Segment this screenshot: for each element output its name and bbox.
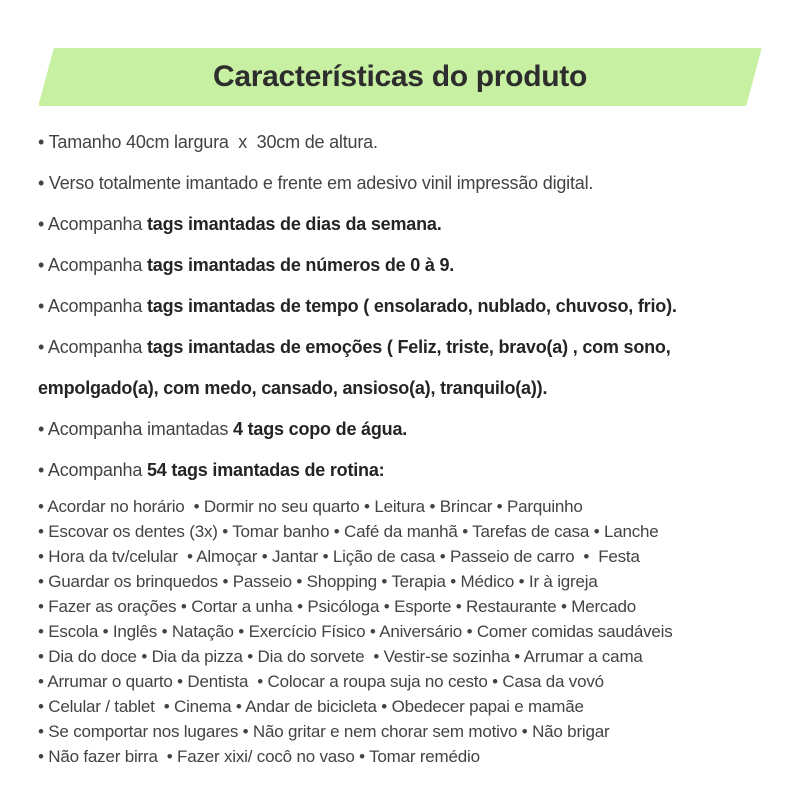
routine-line: • Celular / tablet • Cinema • Andar de bicicleta • Obedecer papai e mamãe [38,697,584,716]
feature-text: • Acompanha [38,296,147,316]
feature-text: • Acompanha [38,337,147,357]
feature-item-weekday-tags [38,204,778,245]
routine-line: • Fazer as orações • Cortar a unha • Psicóloga • Esporte • Restaurante • Mercado [38,597,637,616]
feature-item-routine-tags [38,450,778,491]
routine-line: • Escovar os dentes (3x) • Tomar banho • Café da manhã • Tarefas de casa • Lanche [38,522,659,541]
routine-tags-list [38,494,782,769]
routine-line: • Arrumar o quarto • Dentista • Colocar a roupa suja no cesto • Casa da vovó [38,672,604,691]
features-list [38,122,778,491]
header [46,48,754,106]
feature-text-bold: 54 tags imantadas de rotina: [146,460,385,480]
routine-line: • Escola • Inglês • Natação • Exercício Físico • Aniversário • Comer comidas saudáveis [38,622,673,641]
feature-text: • Verso totalmente imantado e frente em adesivo vinil impressão digital. [38,173,594,193]
feature-item-weather-tags [38,286,778,327]
feature-text: • Tamanho 40cm largura x 30cm de altura. [38,132,378,152]
feature-item-water-tags [38,409,778,450]
page-title: Características do produto [213,60,587,93]
feature-item-size [38,122,778,163]
feature-text-bold: tags imantadas de tempo ( ensolarado, nublado, chuvoso, frio). [146,296,677,316]
feature-item-material [38,163,778,204]
feature-item-emotion-tags [38,327,778,409]
routine-line: • Guardar os brinquedos • Passeio • Shopping • Terapia • Médico • Ir à igreja [38,572,598,591]
feature-text-bold: tags imantadas de dias da semana. [146,214,442,234]
feature-text: • Acompanha [38,214,147,234]
feature-text: • Acompanha [38,255,147,275]
feature-text-bold: tags imantadas de emoções ( Feliz, triste, bravo(a) , com sono, empolgado(a), com medo, cansado, ansioso(a), tranquilo(a)). [38,337,676,398]
feature-text: • Acompanha [38,460,147,480]
routine-line: • Acordar no horário • Dormir no seu quarto • Leitura • Brincar • Parquinho [38,497,583,516]
feature-text-bold: tags imantadas de números de 0 à 9. [146,255,455,275]
feature-item-number-tags [38,245,778,286]
feature-text-bold: 4 tags copo de água. [233,419,408,439]
routine-line: • Hora da tv/celular • Almoçar • Jantar • Lição de casa • Passeio de carro • Festa [38,547,640,566]
routine-line: • Dia do doce • Dia da pizza • Dia do sorvete • Vestir-se sozinha • Arrumar a cama [38,647,643,666]
routine-line: • Não fazer birra • Fazer xixi/ cocô no vaso • Tomar remédio [38,747,480,766]
routine-line: • Se comportar nos lugares • Não gritar e nem chorar sem motivo • Não brigar [38,722,610,741]
feature-text: • Acompanha imantadas [38,419,234,439]
